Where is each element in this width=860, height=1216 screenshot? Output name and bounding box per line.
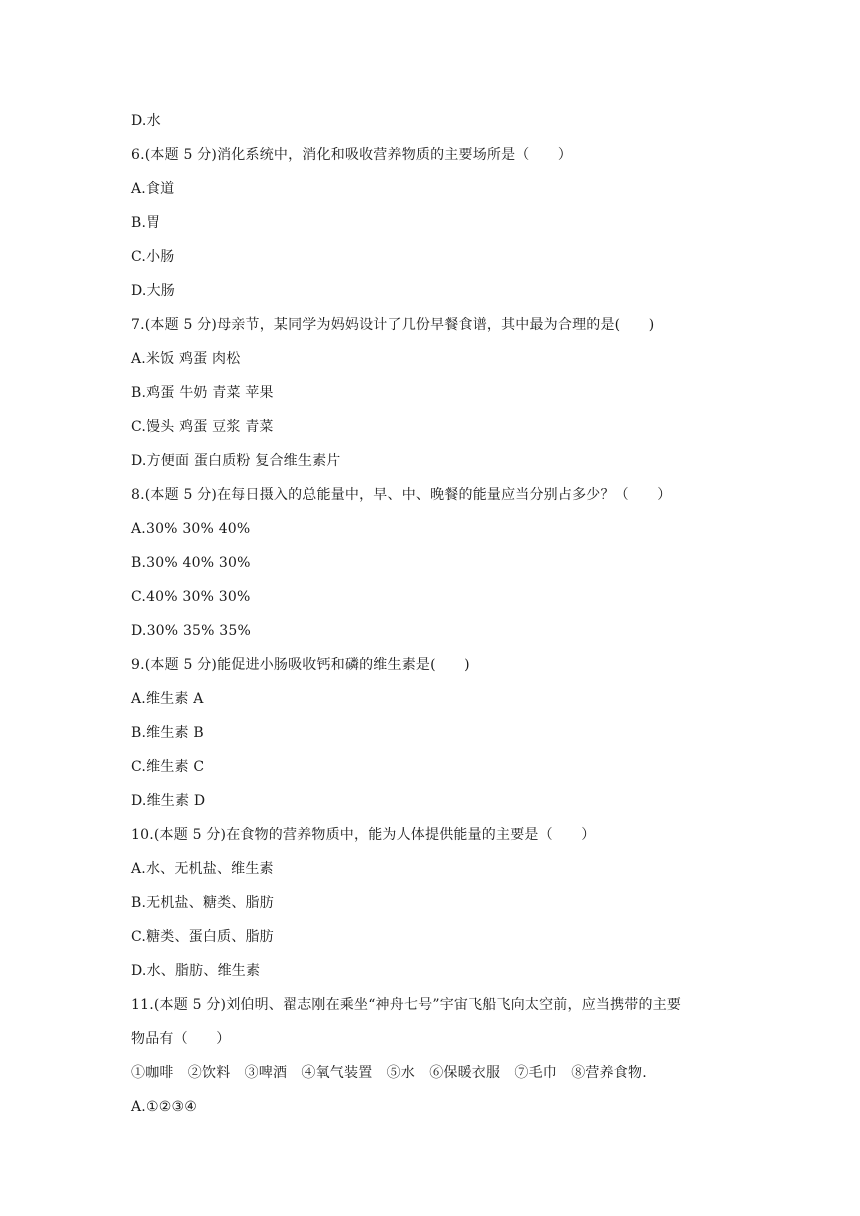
option-text: A.食道 [131, 181, 175, 197]
option-text: B.30% 40% 30% [131, 555, 251, 571]
option-text: D.方便面 蛋白质粉 复合维生素片 [131, 453, 341, 469]
option-text: C.40% 30% 30% [131, 589, 251, 605]
item-list-text: ①咖啡 ②饮料 ③啤酒 ④氧气装置 ⑤水 ⑥保暖衣服 ⑦毛巾 ⑧营养食物. [131, 1065, 647, 1081]
option-text: A.米饭 鸡蛋 肉松 [131, 351, 241, 367]
option-text: C.维生素 C [131, 759, 205, 775]
option-text: A.维生素 A [131, 691, 204, 707]
option-text: C.糖类、蛋白质、脂肪 [131, 929, 274, 945]
question-list [131, 108, 771, 1128]
option-text: D.水 [131, 113, 161, 129]
option-text: C.馒头 鸡蛋 豆浆 青菜 [131, 419, 274, 435]
option-text: D.大肠 [131, 283, 175, 299]
option-text: B.胃 [131, 215, 161, 231]
option-text: D.水、脂肪、维生素 [131, 963, 261, 979]
option-text: D.维生素 D [131, 793, 206, 809]
question-text: 8.(本题 5 分)在每日摄入的总能量中，早、中、晚餐的能量应当分别占多少？（ ） [131, 487, 672, 503]
question-text: 6.(本题 5 分)消化系统中，消化和吸收营养物质的主要场所是（ ） [131, 147, 573, 163]
question-text-continued: 物品有（ ） [131, 1031, 231, 1047]
option-text: A.①②③④ [131, 1099, 197, 1115]
question-text: 9.(本题 5 分)能促进小肠吸收钙和磷的维生素是( ) [131, 657, 470, 673]
option-text: A.水、无机盐、维生素 [131, 861, 274, 877]
question-text: 10.(本题 5 分)在食物的营养物质中，能为人体提供能量的主要是（ ） [131, 827, 596, 843]
question-text: 7.(本题 5 分)母亲节，某同学为妈妈设计了几份早餐食谱，其中最为合理的是( ) [131, 317, 655, 333]
option-text: C.小肠 [131, 249, 175, 265]
option-text: A.30% 30% 40% [131, 521, 251, 537]
option-text: D.30% 35% 35% [131, 623, 252, 639]
option-text: B.鸡蛋 牛奶 青菜 苹果 [131, 385, 274, 401]
option-text: B.无机盐、糖类、脂肪 [131, 895, 274, 911]
option-text: B.维生素 B [131, 725, 204, 741]
question-text: 11.(本题 5 分)刘伯明、翟志刚在乘坐“神舟七号”宇宙飞船飞向太空前，应当携带的主要 [131, 997, 682, 1013]
